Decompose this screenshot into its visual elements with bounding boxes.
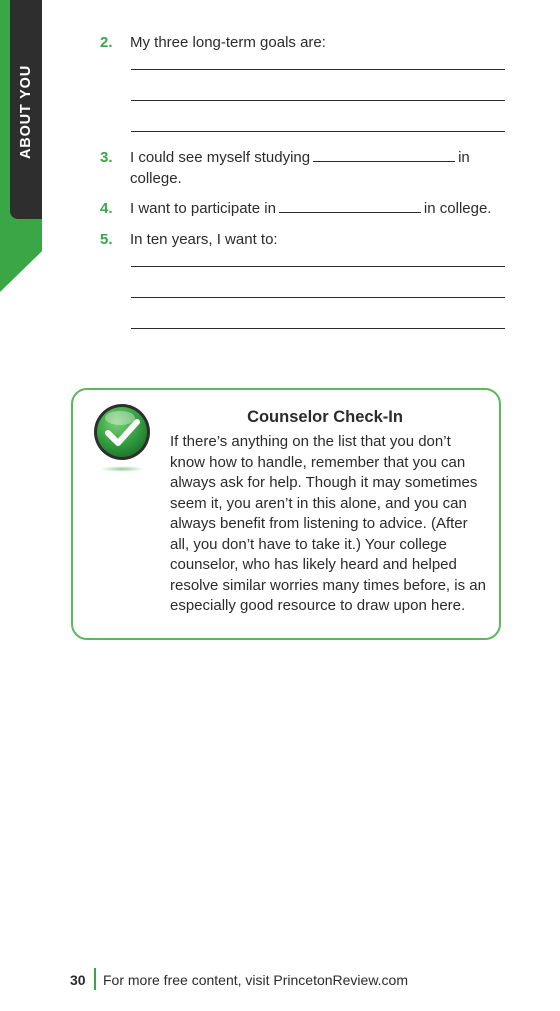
question-text-before: I want to participate in: [130, 200, 276, 217]
question-number: 5.: [100, 231, 113, 248]
question-text: [130, 147, 470, 168]
answer-line[interactable]: [131, 131, 505, 132]
question-text: [130, 198, 491, 219]
question-text: My three long-term goals are:: [130, 34, 326, 51]
question-text: In ten years, I want to:: [130, 231, 278, 248]
question-text-after: in college.: [423, 200, 492, 217]
checkmark-icon-shadow: [100, 466, 144, 472]
counselor-body: [170, 432, 486, 617]
question-number: 4.: [100, 200, 113, 217]
counselor-body-line: especially good resource to draw upon here.: [170, 597, 466, 614]
answer-line[interactable]: [131, 297, 505, 298]
checkmark-icon: [93, 403, 151, 461]
counselor-body-line: always ask for help. Though it may sometimes: [170, 474, 478, 491]
inline-answer-blank[interactable]: [279, 198, 421, 213]
inline-answer-blank[interactable]: [313, 147, 455, 162]
question-text-after: in: [458, 149, 470, 166]
question-text-before: I could see myself studying: [130, 149, 311, 166]
footer-divider: [94, 968, 96, 990]
footer-link-text[interactable]: For more free content, visit PrincetonReview.com: [103, 972, 409, 988]
counselor-body-line: always benefit from listening to advice. (After: [170, 515, 468, 532]
question-number: 2.: [100, 34, 113, 51]
page-number: 30: [70, 972, 86, 988]
answer-line[interactable]: [131, 328, 505, 329]
counselor-body-line: counselor, who has likely heard and helped: [170, 556, 457, 573]
counselor-title: Counselor Check-In: [247, 408, 403, 426]
counselor-body-line: resolve similar worries many times before, is an: [170, 576, 486, 594]
counselor-body-line: know how to handle, remember that you can: [170, 453, 466, 471]
answer-line[interactable]: [131, 100, 505, 101]
question-number: 3.: [100, 149, 113, 166]
counselor-body-line: all, you don’t have to take it.) Your college: [170, 535, 447, 553]
answer-line[interactable]: [131, 266, 505, 267]
counselor-body-line: If there’s anything on the list that you don’t: [170, 433, 451, 450]
side-tab-label: ABOUT YOU: [18, 65, 34, 159]
answer-line[interactable]: [131, 69, 505, 70]
counselor-body-line: seem it, you aren’t in this alone, and you can: [170, 494, 467, 512]
question-text-continued: college.: [130, 170, 182, 187]
